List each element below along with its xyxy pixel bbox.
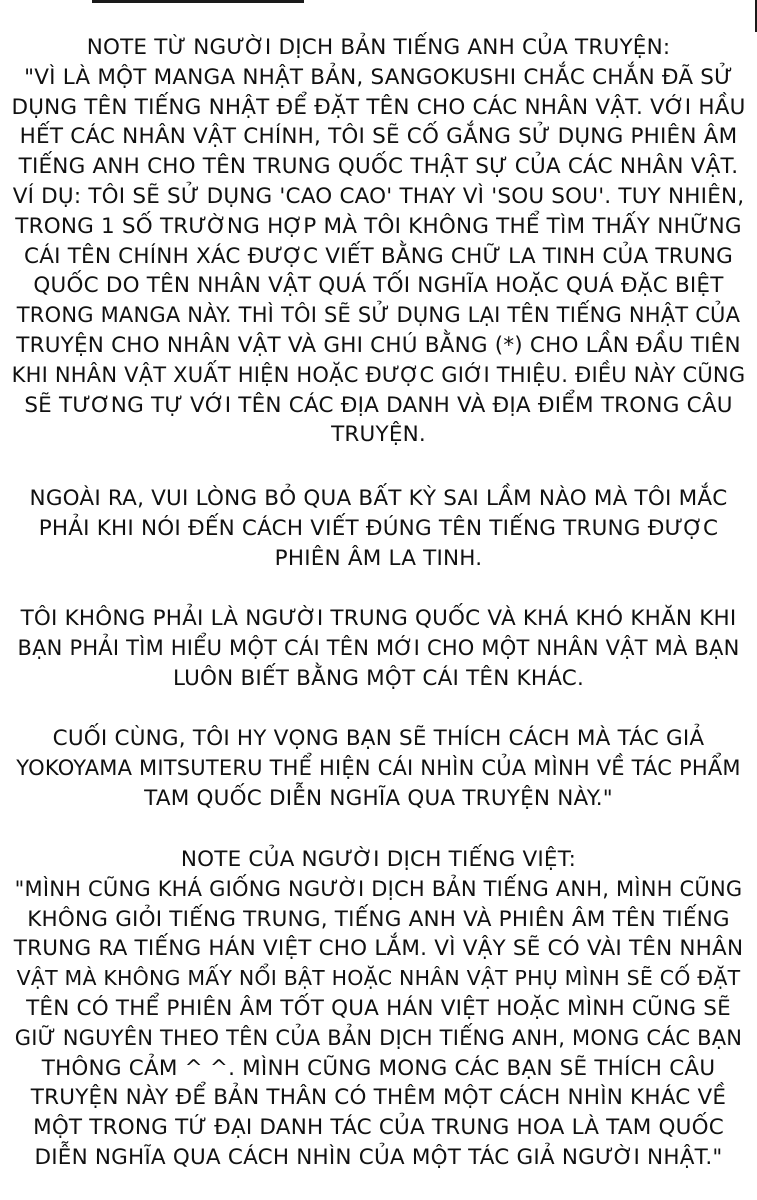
note-line: TRONG 1 SỐ TRƯỜNG HỢP MÀ TÔI KHÔNG THỂ TÌM THẤY NHỮNG: [15, 213, 742, 239]
note-heading: NOTE CỦA NGƯỜI DỊCH TIẾNG VIỆT:: [180, 847, 577, 872]
paragraph-line: TAM QUỐC DIỄN NGHĨA QUA TRUYỆN NÀY.": [144, 785, 613, 811]
note-line: KHÔNG GIỎI TIẾNG TRUNG, TIẾNG ANH VÀ PHIÊN ÂM TÊN TIẾNG: [27, 906, 730, 932]
note-line: SẼ TƯƠNG TỰ VỚI TÊN CÁC ĐỊA DANH VÀ ĐỊA ĐIỂM TRONG CÂU: [24, 392, 733, 418]
note-line: VÍ DỤ: TÔI SẼ SỬ DỤNG 'CAO CAO' THAY VÌ 'SOU SOU'. TUY NHIÊN,: [12, 183, 745, 209]
note-line: DIỄN NGHĨA QUA CÁCH NHÌN CỦA MỘT TÁC GIẢ NGƯỜI NHẬT.": [34, 1144, 723, 1170]
note-line: TRUYỆN.: [331, 422, 426, 448]
note-heading: NOTE TỪ NGƯỜI DỊCH BẢN TIẾNG ANH CỦA TRUYỆN:: [86, 35, 671, 60]
note-line: TÊN CÓ THỂ PHIÊN ÂM TỐT QUA HÁN VIỆT HOẶC MÌNH CŨNG SẼ: [26, 995, 731, 1021]
paragraph-line: CUỐI CÙNG, TÔI HY VỌNG BẠN SẼ THÍCH CÁCH MÀ TÁC GIẢ: [52, 726, 705, 751]
note-line: TIẾNG ANH CHO TÊN TRUNG QUỐC THẬT SỰ CỦA CÁC NHÂN VẬT.: [18, 154, 739, 180]
paragraph-line: TÔI KHÔNG PHẢI LÀ NGƯỜI TRUNG QUỐC VÀ KHÁ KHÓ KHĂN KHI: [20, 606, 737, 631]
note-line: GIỮ NGUYÊN THEO TÊN CỦA BẢN DỊCH TIẾNG ANH, MONG CÁC BẠN: [14, 1025, 743, 1050]
paragraph-line: NGOÀI RA, VUI LÒNG BỎ QUA BẤT KỲ SAI LẦM NÀO MÀ TÔI MẮC: [29, 486, 728, 511]
note-line: THÔNG CẢM ^ ^. MÌNH CŨNG MONG CÁC BẠN SẼ THÍCH CÂU: [41, 1055, 716, 1081]
paragraph-line: PHIÊN ÂM LA TINH.: [274, 545, 483, 571]
note-line: TRONG MANGA NÀY. THÌ TÔI SẼ SỬ DỤNG LẠI TÊN TIẾNG NHẬT CỦA: [16, 303, 741, 328]
note-line: KHI NHÂN VẬT XUẤT HIỆN HOẶC ĐƯỢC GIỚI THIỆU. ĐIỀU NÀY CŨNG: [11, 362, 746, 387]
note-line: "MÌNH CŨNG KHÁ GIỐNG NGƯỜI DỊCH BẢN TIẾNG ANH, MÌNH CŨNG: [14, 876, 743, 901]
english-translator-note: [10, 33, 747, 450]
paragraph-line: LUÔN BIẾT BẰNG MỘT CÁI TÊN KHÁC.: [173, 665, 584, 691]
note-line: TRUNG RA TIẾNG HÁN VIỆT CHO LẮM. VÌ VẬY SẼ CÓ VÀI TÊN NHÂN: [13, 936, 744, 962]
note-line: DỤNG TÊN TIẾNG NHẬT ĐỂ ĐẶT TÊN CHO CÁC NHÂN VẬT. VỚI HẦU: [11, 94, 746, 120]
note-line: "VÌ LÀ MỘT MANGA NHẬT BẢN, SANGOKUSHI CHẮC CHẮN ĐÃ SỬ: [24, 64, 733, 90]
note-line: CÁI TÊN CHÍNH XÁC ĐƯỢC VIẾT BẰNG CHỮ LA TINH CỦA TRUNG: [24, 243, 733, 269]
paragraph-finally: [10, 724, 747, 813]
note-line: HẾT CÁC NHÂN VẬT CHÍNH, TÔI SẼ CỐ GẮNG SỬ DỤNG PHIÊN ÂM: [19, 124, 738, 150]
paragraph-extra: [10, 484, 747, 573]
top-edge-line: [92, 0, 304, 3]
note-line: TRUYỆN CHO NHÂN VẬT VÀ GHI CHÚ BẰNG (*) CHO LẦN ĐẦU TIÊN: [16, 332, 741, 358]
paragraph-not-chinese: [10, 604, 747, 693]
paragraph-line: BẠN PHẢI TÌM HIỂU MỘT CÁI TÊN MỚI CHO MỘT NHÂN VẬT MÀ BẠN: [17, 635, 740, 660]
paragraph-line: YOKOYAMA MITSUTERU THỂ HIỆN CÁI NHÌN CỦA MÌNH VỀ TÁC PHẨM: [16, 755, 741, 780]
note-line: VẬT MÀ KHÔNG MẤY NỔI BẬT HOẶC NHÂN VẬT PHỤ MÌNH SẼ CỐ ĐẶT: [16, 966, 741, 991]
note-line: TRUYỆN NÀY ĐỂ BẢN THÂN CÓ THÊM MỘT CÁCH NHÌN KHÁC VỀ: [30, 1085, 727, 1111]
vietnamese-translator-note: [10, 845, 747, 1173]
note-line: QUỐC DO TÊN NHÂN VẬT QUÁ TỐI NGHĨA HOẶC QUÁ ĐẶC BIỆT: [33, 273, 724, 299]
note-line: MỘT TRONG TỨ ĐẠI DANH TÁC CỦA TRUNG HOA LÀ TAM QUỐC: [33, 1115, 724, 1141]
paragraph-line: PHẢI KHI NÓI ĐẾN CÁCH VIẾT ĐÚNG TÊN TIẾNG TRUNG ĐƯỢC: [38, 515, 719, 541]
